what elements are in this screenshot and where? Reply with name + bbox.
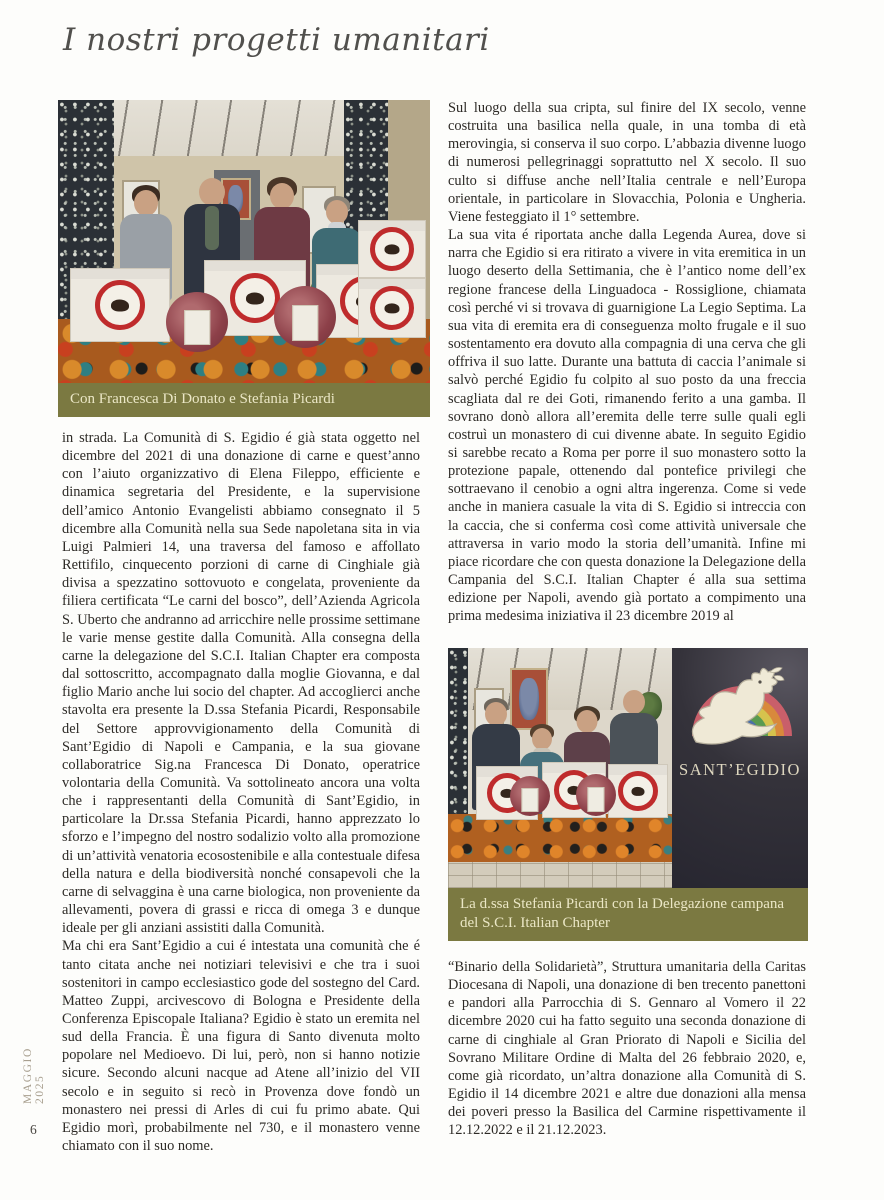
tiled-floor	[448, 862, 672, 888]
courtyard-scene	[448, 648, 672, 888]
meat-pack	[576, 774, 616, 816]
paragraph: Ma chi era Sant’Egidio a cui é intestata una comunità che é tanto citata anche nei notiziari televisivi e che tra i suoi sostenitori in campo ecclesiastico gode del sostegno del Card. Matteo Zuppi, arcivescovo di Bologna e Presidente della Conferenza Episcopale Italiana? Egidio è stato un eremita nel sud della Francia. È una figura di Santo divenuta molto popolare nel Medioevo. Di lui, però, non si hanno notizie sicure. Secondo alcuni nacque ad Atene all’inizio del VII secolo e in seguito si recò in Provenza dove fondò un monastero nei pressi di Arles di cui fu primo abate. Qui Egidio morì, probabilmente nel 730, e il monastero venne chiamato con il suo nome.	[62, 938, 420, 1155]
donation-box	[608, 764, 668, 818]
tablecloth	[448, 814, 672, 862]
boar-logo-icon	[370, 227, 414, 271]
body-text-right-top	[448, 99, 806, 626]
photo-caption: Con Francesca Di Donato e Stefania Picardi	[58, 383, 430, 417]
photo-caption: La d.ssa Stefania Picardi con la Delegazione campana del S.C.I. Italian Chapter	[448, 888, 808, 941]
body-text-left	[62, 429, 420, 1155]
boar-logo-icon	[370, 286, 414, 330]
photo-donation-group	[58, 100, 430, 383]
page-number: 6	[30, 1122, 37, 1137]
paragraph: “Binario della Solidarietà”, Struttura umanitaria della Caritas Diocesana di Napoli, una donazione di ben trecento panettoni e pandori alla Parrocchia di S. Gennaro al Vomero il 22 dicembre 2020 cui ha fatto seguito una seconda donazione di carne di cinghiale al Gran Priorato di Napoli e Sicilia del Sovrano Militare Ordine di Malta del 26 febbraio 2020, e, come già ricordato, un’altra donazione alla Comunità di S. Egidio il 14 dicembre 2021 e altre due donazioni alla mensa dei poveri presso la Basilica del Carmine rispettivamente il 12.12.2022 e il 21.12.2023.	[448, 959, 806, 1139]
photo-delegation-block	[448, 648, 808, 941]
body-text-right-bottom	[448, 958, 806, 1140]
donation-box	[70, 268, 170, 342]
photo-delegation	[448, 648, 808, 888]
meat-pack	[274, 286, 336, 348]
paragraph: La sua vita é riportata anche dalla Legenda Aurea, dove si narra che Egidio si era ritirato a vivere in vita eremitica in un luogo deserto della Settimania, che è l’antico nome dell’ex regione francese della Linguadoca - Rossiglione, chiamata così perché vi si trovava di guarnigione La Legio Septima. La sua vita di eremita era di conseguenza molto frugale e il suo sostentamento era dovuto alla compagnia di una cerva che gli offriva il suo latte. Durante una battuta di caccia l’animale si salvò perché Egidio fu colpito al suo posto da una freccia scagliata dal re dei Goti, rimanendo ferito a una gamba. Il sovrano donò allora all’eremita delle terre sulle quali egli costruì un monastero di cui divenne abate. In seguito Egidio si sarebbe recato a Roma per porre il suo monastero sotto la protezione papale, ottenendo dal pontefice privilegi che sottraevano il cenobio a ogni altra ingerenza. Come si vede anche in maniera casuale la vita di S. Egidio si intreccia con la caccia, che si conferma così come attività universale che attraversa in vario modo la storia dell’umanità. Infine mi piace ricordare che con questa donazione la Delegazione della Campania del S.C.I. Italian Chapter é alla sua settima edizione per Napoli, avendo già portato a compimento una prima medesima iniziativa il 23 dicembre 2019 al	[448, 227, 806, 625]
boar-logo-icon	[230, 273, 280, 323]
banner-wordmark: SANT’EGIDIO	[679, 760, 801, 779]
paragraph: in strada. La Comunità di S. Egidio é già stata oggetto nel dicembre del 2021 di una donazione di carne e quest’anno con l’aiuto organizzativo di Elena Fileppo, efficiente e dinamica segretaria del Presidente, e la supervisione dell’amico Antonio Evangelisti abbiamo consegnato il 5 dicembre alla Comunità nella sua Sede napoletana sita in via Luigi Palmieri 14, una traversa del famoso e affollato Rettifilo, cinquecento porzioni di carne di Cinghiale già divisa a spezzatino sottovuoto e congelata, proveniente da filiera certificata “Le carni del bosco”, dell’Azienda Agricola S. Uberto che andranno ad arricchire nelle prossime settimane le varie mense gestite dalla Comunità. Alla consegna della carne la delegazione del S.C.I. Italian Chapter era composta dal sottoscritto, accompagnato dalla moglie Giovanna, e dal figlio Mario anche lui socio del chapter. Ad accoglierci anche stavolta era presente la D.ssa Stefania Picardi, Responsabile del Settore approvvigionamento della Comunità di Sant’Egidio di Napoli e Campania, e la sua giovane collaboratrice Sig.na Francesca Di Donato, operatrice volontaria della Comunità. Va sottolineato ancora una volta che i rappresentanti della Comunità di Sant’Egidio, in particolare la Dr.ssa Stefania Picardi, hanno apprezzato lo sforzo e l’impegno del nostro sodalizio volto alla promozione di un’attività venatoria ecosostenibile e alla contestuale difesa della natura e della biodiversità nonché consapevoli che la carne di selvaggina è una carne biologica, non proveniente da allevamenti, povera di grassi e ricca di omega 3 e dunque ideale per gli anziani assistiti dalla Comunità.	[62, 430, 420, 937]
boar-logo-icon	[95, 280, 145, 330]
meat-pack	[510, 776, 550, 816]
meat-pack	[166, 292, 228, 352]
page-title: I nostri progetti umanitari	[63, 22, 490, 58]
issue-label: MAGGIO 2025	[22, 1047, 46, 1104]
donation-box	[358, 278, 426, 338]
santegidio-banner	[672, 648, 808, 888]
donation-box	[358, 220, 426, 278]
dove-rainbow-icon	[680, 662, 800, 762]
photo-donation-group-block	[58, 100, 430, 417]
paragraph: Sul luogo della sua cripta, sul finire del IX secolo, venne costruita una basilica nella quale, in una tomba di età merovingia, si conserva il suo corpo. L’abbazia divenne luogo di numerosi pellegrinaggi soprattutto nel X secolo. Il suo culto si diffuse anche nell’Italia centrale e nell’Europa orientale, in particolare in Slovacchia, Polonia e Ungheria. Viene festeggiato il 1° settembre.	[448, 100, 806, 225]
boar-logo-icon	[618, 771, 658, 811]
